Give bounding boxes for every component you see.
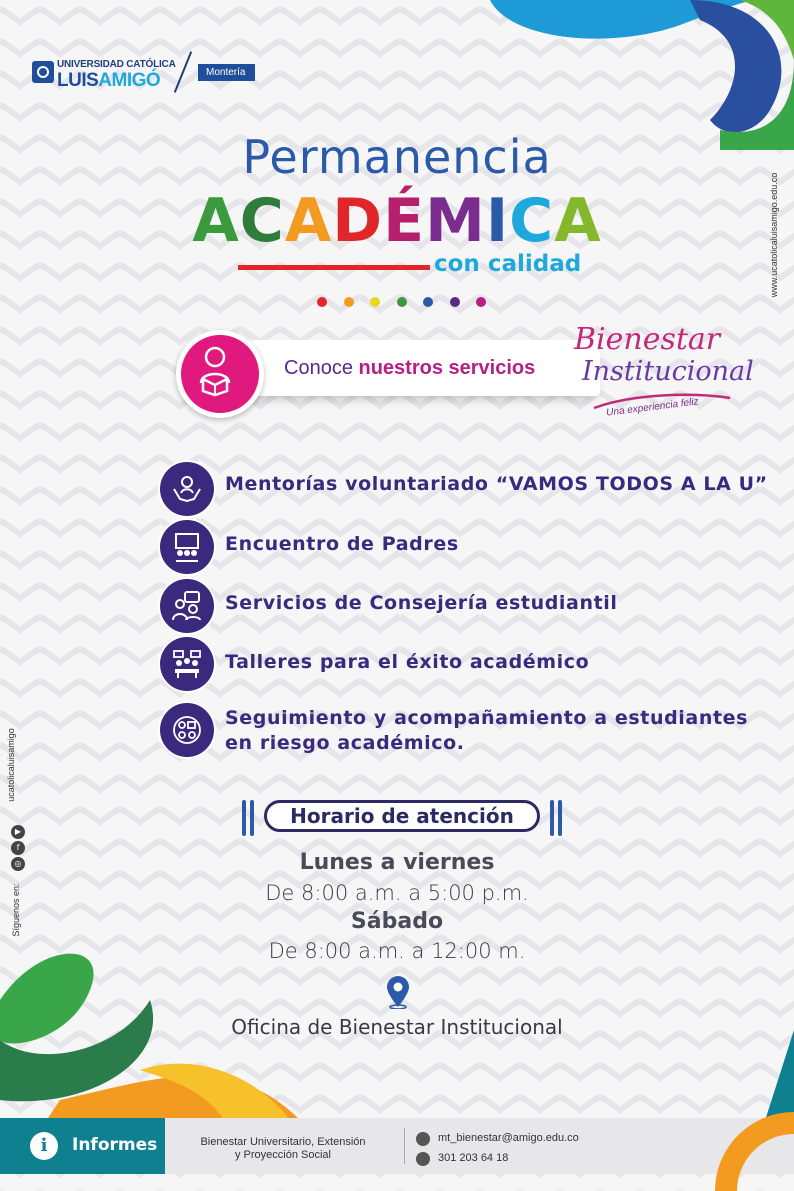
saturday-hours: De 8:00 a.m. a 12:00 m. [268, 939, 526, 963]
color-dot [344, 297, 354, 307]
schedule-title: Horario de atención [290, 804, 514, 828]
bienestar-logo [562, 318, 754, 428]
color-dot [423, 297, 433, 307]
weekdays-label: Lunes a viernes [299, 850, 495, 875]
service-padres: Encuentro de Padres [225, 533, 459, 555]
info-icon: i [30, 1132, 58, 1160]
service-mentorias: Mentorías voluntariado “VAMOS TODOS A LA U” [225, 473, 768, 495]
color-dot [317, 297, 327, 307]
footer-contact [416, 1130, 676, 1170]
reading-person-icon [176, 330, 264, 418]
footer-divider [404, 1128, 405, 1164]
logo-divider [174, 51, 192, 93]
top-right-ribbon [470, 0, 794, 150]
service-consejeria: Servicios de Consejería estudiantil [225, 592, 618, 614]
social-handle: ucatolicaluisamigo [6, 728, 16, 802]
facebook-icon[interactable]: f [11, 841, 25, 855]
weekdays-hours: De 8:00 a.m. a 5:00 p.m. [265, 881, 529, 905]
footer-department: Bienestar Universitario, Extensión y Proyección Social [200, 1136, 366, 1161]
color-dot [370, 297, 380, 307]
saturday-label: Sábado [350, 909, 444, 934]
color-dots [317, 297, 487, 309]
logo-top-text: UNIVERSIDAD CATÓLICA [57, 59, 176, 70]
title-academica: ACADÉMICA [192, 186, 602, 256]
instagram-icon[interactable]: ◎ [11, 857, 25, 871]
color-dot [397, 297, 407, 307]
parents-meeting-icon [160, 520, 214, 574]
email-icon [416, 1132, 430, 1146]
color-dot [476, 297, 486, 307]
follow-up-icon [160, 703, 214, 757]
counseling-icon [160, 579, 214, 633]
follow-label: Síguenos en: [11, 883, 21, 937]
informes-label: Informes [72, 1135, 158, 1155]
color-dot [450, 297, 460, 307]
bienestar-tagline: Una experiencia feliz [605, 396, 700, 419]
title-con-calidad: con calidad [434, 251, 582, 277]
bienestar-word: Bienestar [574, 322, 721, 357]
workshop-icon [160, 637, 214, 691]
contact-phone[interactable]: 301 203 64 18 [438, 1152, 509, 1164]
schedule-header [242, 798, 562, 838]
service-talleres: Talleres para el éxito académico [225, 651, 590, 673]
location-pin-icon [384, 975, 412, 1009]
youtube-icon[interactable]: ▶ [11, 825, 25, 839]
informes-tab[interactable] [0, 1118, 165, 1174]
volunteer-hands-icon [160, 462, 214, 516]
services-banner-text: Conoce nuestros servicios [284, 357, 536, 379]
bottom-right-ring [710, 1105, 794, 1191]
institucional-word: Institucional [582, 356, 754, 387]
title-underline [238, 265, 430, 270]
title-permanencia: Permanencia [242, 130, 552, 184]
side-website-url[interactable]: www.ucatolicaluisamigo.edu.co [769, 172, 779, 298]
logo-main-text: LUISAMIGÓ [57, 70, 161, 91]
service-seguimiento: Seguimiento y acompañamiento a estudiantes en riesgo académico. [225, 707, 749, 754]
office-name: Oficina de Bienestar Institucional [231, 1015, 563, 1039]
logo-mark-icon [32, 61, 54, 83]
phone-icon [416, 1152, 430, 1166]
campus-badge: Montería [198, 64, 255, 81]
university-logo[interactable] [32, 52, 264, 92]
contact-email[interactable]: mt_bienestar@amigo.edu.co [438, 1132, 579, 1144]
